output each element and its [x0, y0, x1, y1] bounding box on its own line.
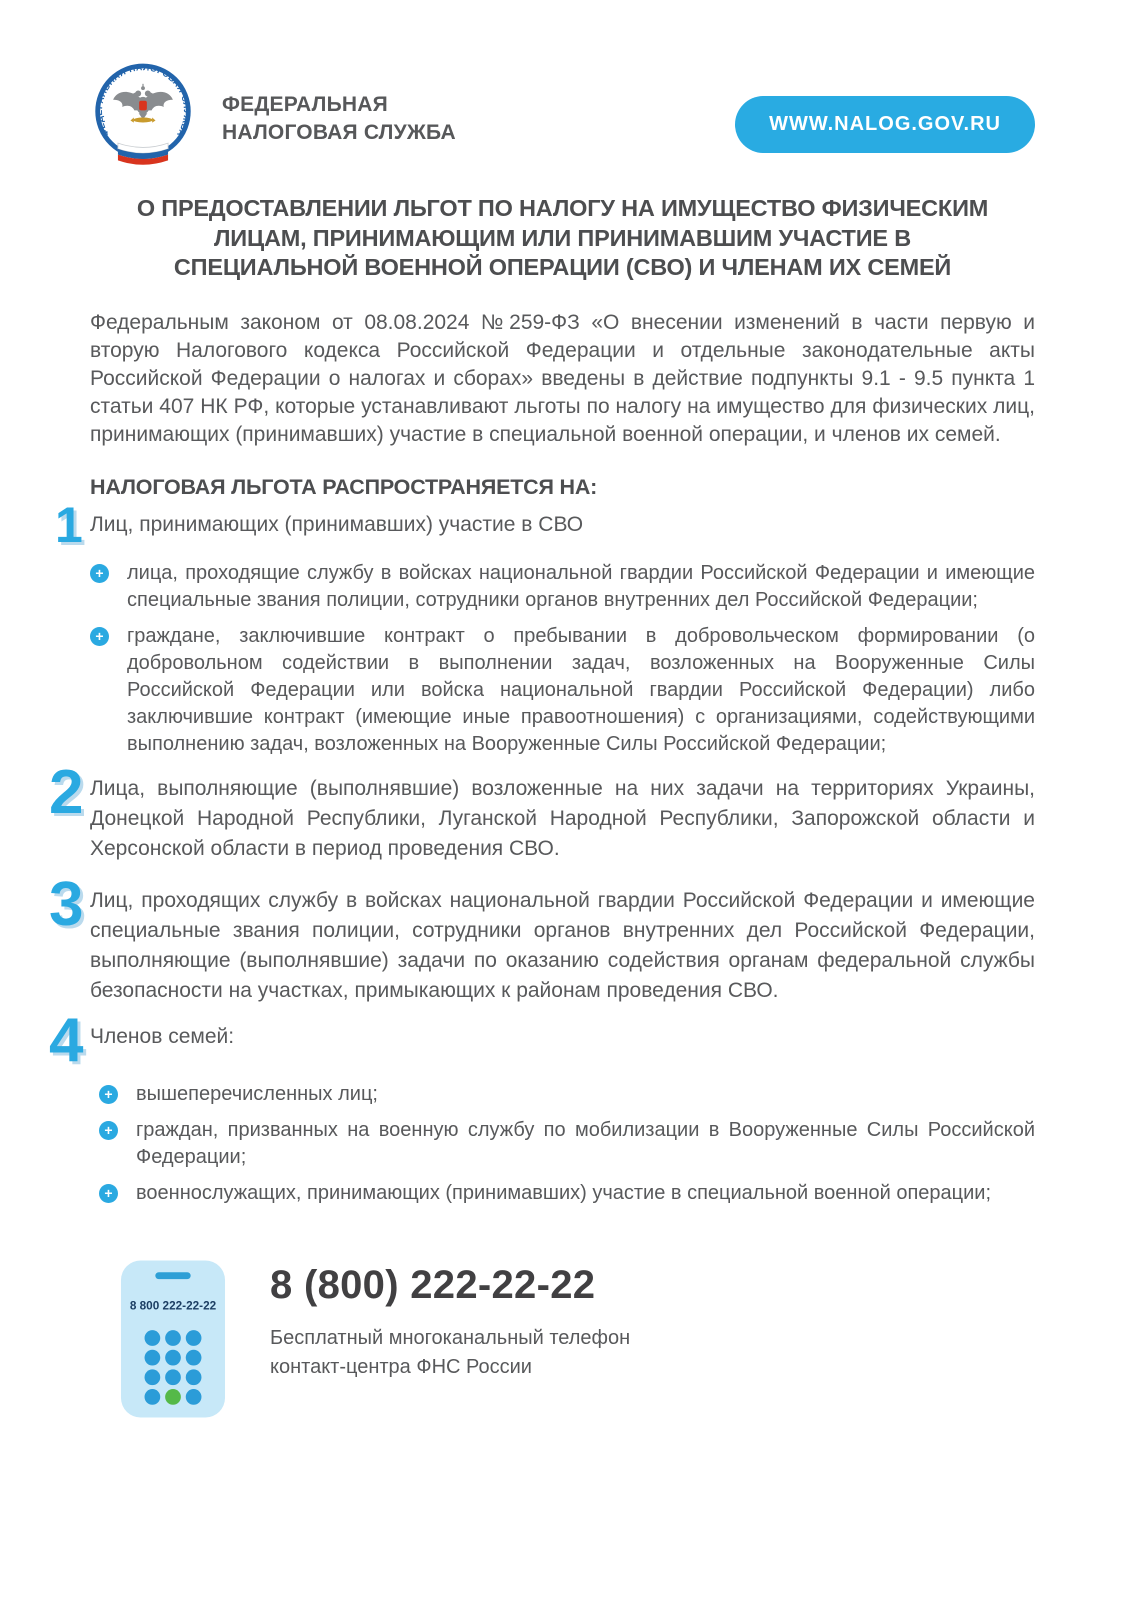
- item-number-2: 2: [49, 757, 84, 827]
- eagle-shield: [139, 101, 147, 111]
- header: [90, 60, 1035, 178]
- intro-paragraph: Федеральным законом от 08.08.2024 №259-ФЗ «О внесении изменений в части первую и вторую Налогового кодекса Российской Федерации и отдельные законодательные акты Российской Федерации о налогах и сборах» введены в действие подпункты 9.1 - 9.5 пункта 1 статьи 407 НК РФ, которые устанавливают льготы по налогу на имущество для физических лиц, принимающих (принимавших) участие в специальной военной операции, и членов их семей.: [90, 310, 1035, 446]
- item-number-3: 3: [49, 869, 84, 939]
- benefit-item-3: [45, 869, 1035, 1006]
- section-heading: НАЛОГОВАЯ ЛЬГОТА РАСПРОСТРАНЯЕТСЯ НА:: [90, 474, 598, 499]
- phone-number: 8 (800) 222-22-22: [270, 1262, 596, 1307]
- phone-description: [270, 1324, 630, 1382]
- benefit-item-2: [45, 757, 1035, 864]
- item-text-2: Лица, выполняющие (выполнявшие) возложенные на них задачи на территориях Украины, Донецкой Народной Республики, Луганской Народной Республики, Запорожской области и Херсонской области в период проведения СВО.: [90, 776, 1035, 860]
- plus-bullet-icon: +: [99, 1121, 118, 1140]
- bullet-text: военнослужащих, принимающих (принимавших) участие в специальной военной операции;: [136, 1181, 992, 1204]
- plus-bullet-icon: +: [99, 1184, 118, 1203]
- item-number-4: 4: [49, 1005, 84, 1075]
- item-number-1: 1: [55, 496, 83, 553]
- logo-caption: [222, 91, 456, 146]
- bullet-item: [90, 560, 1035, 614]
- item-text-3: Лиц, проходящих службу в войсках национальной гвардии Российской Федерации и имеющие специальные звания полиции, сотрудники органов внутренних дел Российской Федерации, выполняющие (выполнявшие) задачи по оказанию содействия органам федеральной службы безопасности на участках, примыкающих к районам проведения СВО.: [90, 888, 1035, 1002]
- website-button[interactable]: WWW.NALOG.GOV.RU: [735, 96, 1035, 153]
- item-1-bullets: [90, 560, 1035, 758]
- bullet-text: граждане, заключившие контракт о пребывании в добровольческом формировании (о добровольном содействии в выполнении задач, возложенных на Вооруженные Силы Российской Федерации или войска национальной гвардии Российской Федерации) либо заключившие контракт (имеющие иные правоотношения) с организациями, содействующими выполнению задач, возложенных на Вооруженные Силы Российской Федерации;: [127, 624, 1035, 755]
- title-line-3: СПЕЦИАЛЬНОЙ ВОЕННОЙ ОПЕРАЦИИ (СВО) И ЧЛЕНАМ ИХ СЕМЕЙ: [173, 254, 952, 281]
- title-line-1: О ПРЕДОСТАВЛЕНИИ ЛЬГОТ ПО НАЛОГУ НА ИМУЩЕСТВО ФИЗИЧЕСКИМ: [136, 195, 989, 221]
- plus-bullet-icon: +: [90, 564, 109, 583]
- fns-logo-block: [90, 60, 456, 178]
- bullet-item: [90, 623, 1035, 758]
- logo-caption-line1: ФЕДЕРАЛЬНАЯ: [222, 93, 388, 117]
- plus-bullet-icon: +: [90, 627, 109, 646]
- benefit-item-4: [45, 1005, 1035, 1075]
- plus-bullet-icon: +: [99, 1085, 118, 1104]
- page-title: [90, 194, 1035, 283]
- footer: [90, 1259, 1035, 1419]
- bullet-text: лица, проходящие службу в войсках национальной гвардии Российской Федерации и имеющие специальные звания полиции, сотрудники органов внутренних дел Российской Федерации;: [127, 561, 1035, 611]
- bullet-text: граждан, призванных на военную службу по мобилизации в Вооруженные Силы Российской Федерации;: [136, 1118, 1035, 1168]
- logo-ring-text: ФЕДЕРАЛЬНАЯ НАЛОГОВАЯ СЛУЖБА: [93, 62, 193, 139]
- item-text-1: Лиц, принимающих (принимавших) участие в СВО: [90, 512, 584, 536]
- phone-description-line2: контакт-центра ФНС России: [270, 1355, 532, 1378]
- logo-caption-line2: НАЛОГОВАЯ СЛУЖБА: [222, 121, 456, 144]
- bullet-item: [99, 1081, 1035, 1108]
- phone-icon: [120, 1259, 226, 1419]
- phone-description-line1: Бесплатный многоканальный телефон: [270, 1326, 631, 1349]
- bullet-text: вышеперечисленных лиц;: [136, 1082, 378, 1105]
- phone-info: [270, 1259, 630, 1382]
- phone-speaker: [155, 1272, 190, 1279]
- benefit-item-1: [45, 496, 1035, 553]
- phone-icon-label: 8 800 222-22-22: [129, 1299, 217, 1313]
- bullet-item: [99, 1180, 1035, 1207]
- item-text-4: Членов семей:: [90, 1024, 235, 1048]
- title-line-2: ЛИЦАМ, ПРИНИМАЮЩИМ ИЛИ ПРИНИМАВШИМ УЧАСТИЕ В: [214, 224, 911, 251]
- fns-emblem-icon: [90, 60, 196, 178]
- item-4-bullets: [99, 1081, 1035, 1207]
- bullet-item: [99, 1117, 1035, 1171]
